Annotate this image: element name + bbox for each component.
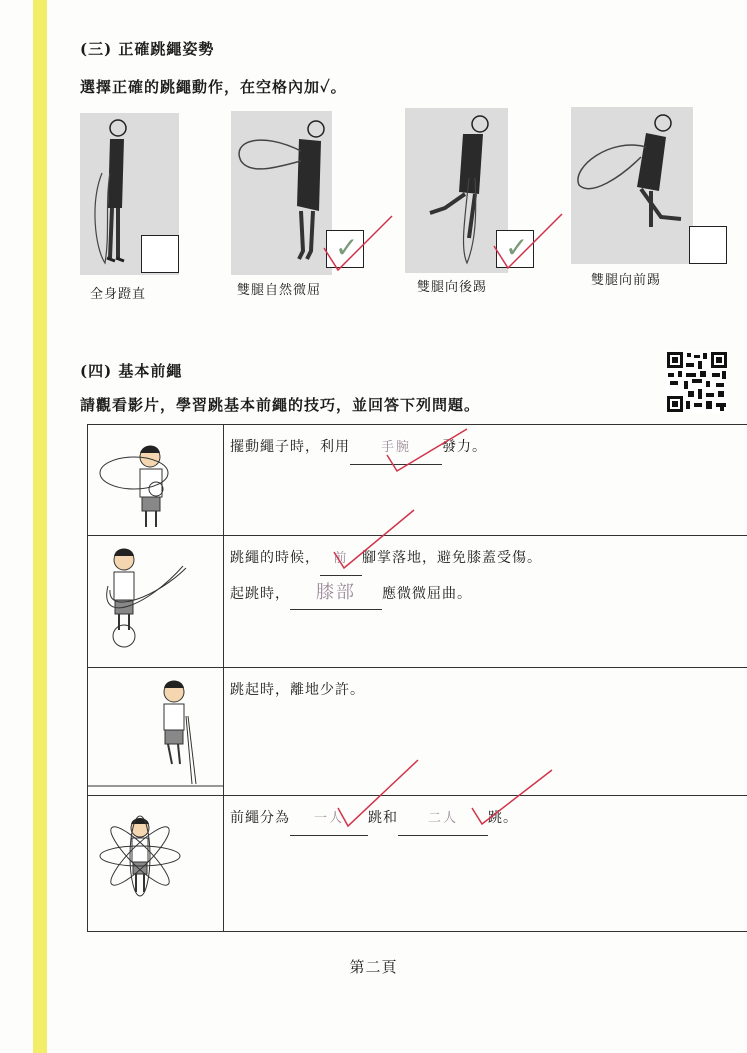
- pencil-check-mark: ✓: [335, 231, 359, 264]
- answer-blank[interactable]: 二人: [398, 802, 488, 836]
- checkbox-legs-kick-back[interactable]: [496, 230, 534, 268]
- photo-knees-slightly-bent: [231, 111, 332, 275]
- highlighter-strip: [33, 0, 47, 1053]
- photo-legs-kick-forward: [571, 107, 693, 264]
- section-4-title: (四) 基本前繩: [80, 362, 183, 380]
- question-1: 擺動繩子時，利用 手腕 發力。: [230, 431, 487, 465]
- section-4-instruction: 請觀看影片，學習跳基本前繩的技巧，並回答下列問題。: [80, 396, 481, 414]
- photo-legs-kick-back: [405, 108, 508, 273]
- answer-blank[interactable]: 手腕: [350, 431, 442, 465]
- illustration-forward-rope-types: [88, 796, 224, 932]
- caption-legs-kick-back: 雙腿向後踢: [417, 280, 488, 295]
- answer-blank[interactable]: 一人: [290, 802, 368, 836]
- question-4: 前繩分為 一人 跳和 二人 跳。: [230, 802, 518, 836]
- illustration-swing-rope: [88, 425, 224, 535]
- question-3: 跳起時，離地少許。: [230, 682, 365, 698]
- answer-blank[interactable]: 前: [320, 542, 362, 576]
- question-2: 跳繩的時候， 前 腳掌落地，避免膝蓋受傷。 起跳時， 膝部 應微微屈曲。: [230, 542, 542, 611]
- page-number: 第二頁: [349, 958, 398, 976]
- caption-legs-kick-forward: 雙腿向前踢: [591, 273, 662, 288]
- checkbox-legs-kick-forward[interactable]: [689, 226, 727, 264]
- caption-knees-slightly-bent: 雙腿自然微屈: [237, 283, 322, 298]
- table-row: [88, 535, 747, 668]
- illustration-landing-on-balls-of-feet: [88, 536, 224, 668]
- answer-blank[interactable]: 膝部: [290, 576, 382, 610]
- checkbox-knees-slightly-bent[interactable]: [326, 230, 364, 268]
- qr-code-icon[interactable]: [666, 351, 728, 413]
- section-3-title: (三) 正確跳繩姿勢: [80, 40, 215, 58]
- pencil-check-mark: ✓: [505, 231, 529, 264]
- illustration-jump-slightly: [88, 668, 224, 796]
- caption-full-body-straight: 全身蹬直: [90, 287, 147, 302]
- checkbox-full-body-straight[interactable]: [141, 235, 179, 273]
- table-row: [88, 795, 747, 932]
- table-row: [88, 425, 747, 535]
- table-row: [88, 667, 747, 796]
- section-3-instruction: 選擇正確的跳繩動作，在空格內加✓。: [80, 78, 347, 96]
- question-table: [87, 424, 747, 932]
